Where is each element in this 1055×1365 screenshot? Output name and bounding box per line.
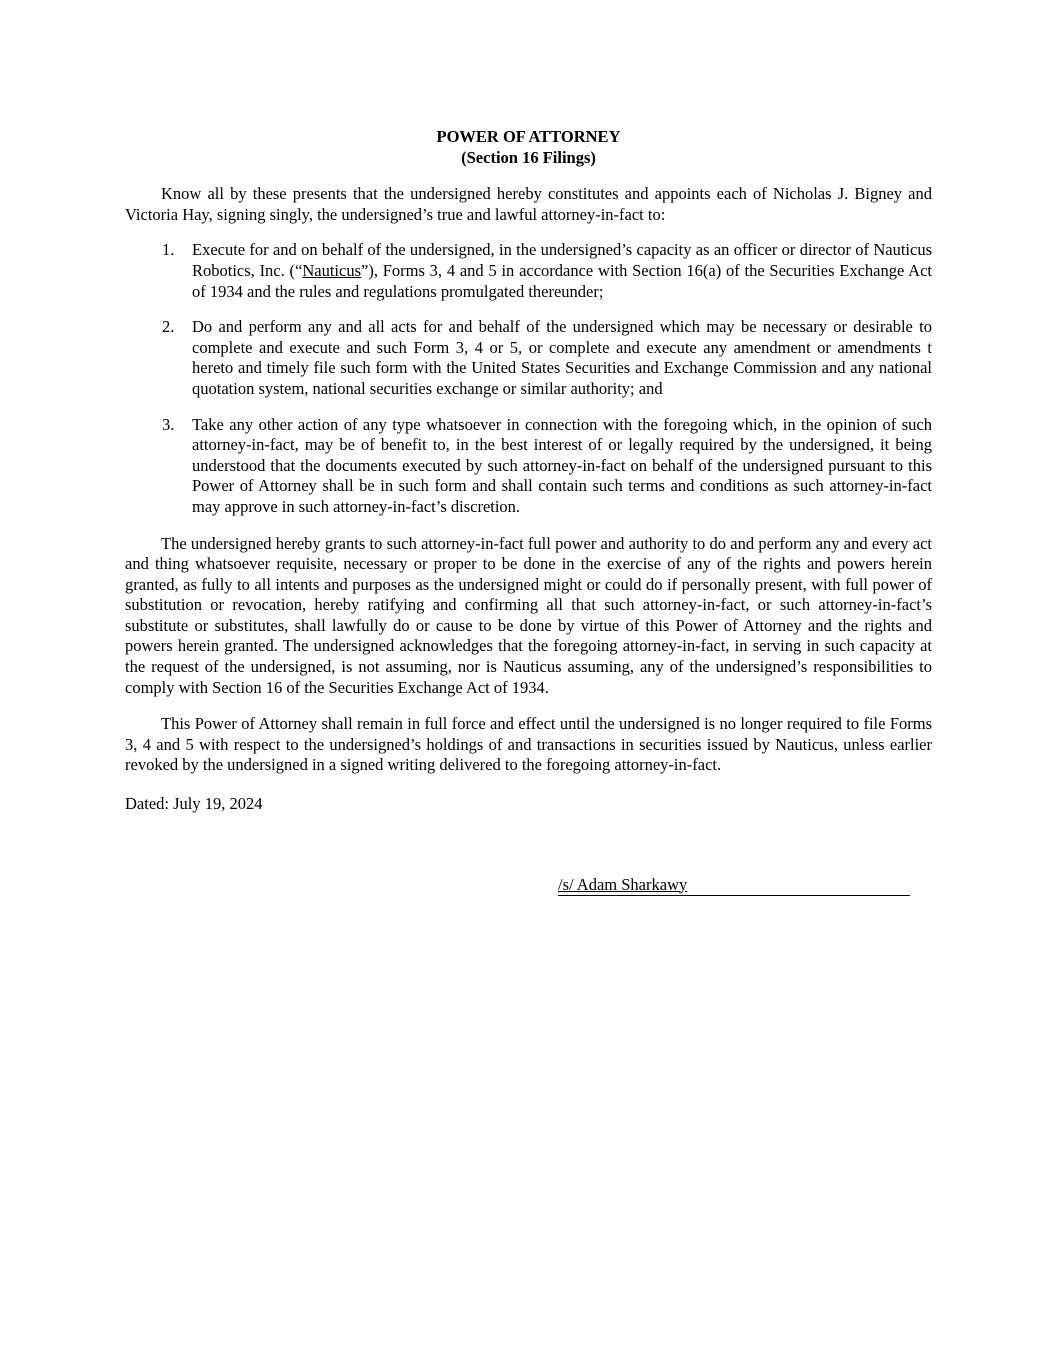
signature-block (558, 875, 932, 897)
poa-numbered-list (125, 240, 932, 517)
list-item-3-text: Take any other action of any type whatsoever in connection with the foregoing which, in the opinion of such attorney-in-fact, may be of benefit to, in the best interest of or legally required by the undersigned, it being understood that the documents executed by such attorney-in-fact on behalf of the undersigned pursuant to this Power of Attorney shall be in such form and shall contain such terms and conditions as such attorney-in-fact may approve in such attorney-in-fact’s discretion. (192, 414, 932, 516)
grant-paragraph: The undersigned hereby grants to such attorney-in-fact full power and authority to do and perform any and every act and thing whatsoever requisite, necessary or proper to be done in the exercise of any of the rights and powers herein granted, as fully to all intents and purposes as the undersigned might or could do if personally present, with full power of substitution or revocation, hereby ratifying and confirming all that such attorney-in-fact, or such attorney-in-fact’s substitute or substitutes, shall lawfully do or cause to be done by virtue of this Power of Attorney and the rights and powers herein granted. The undersigned acknowledges that the foregoing attorney-in-fact, in serving in such capacity at the request of the undersigned, is not assuming, nor is Nauticus assuming, any of the undersigned’s responsibilities to comply with Section 16 of the Securities Exchange Act of 1934. (125, 533, 932, 697)
signature-text: /s/ Adam Sharkawy (558, 874, 688, 894)
signature-line (558, 875, 910, 897)
document-title: POWER OF ATTORNEY (436, 127, 621, 146)
list-item-3 (125, 415, 932, 518)
list-item-1-text-after: ”), Forms 3, 4 and 5 in accordance with Section 16(a) of the Securities Exchange Act of 1934 and the rules and regulations promulgated thereunder; (192, 260, 932, 301)
list-item-2 (125, 317, 932, 399)
list-item-2-text: Do and perform any and all acts for and behalf of the undersigned which may be necessary or desirable to complete and execute and such Form 3, 4 or 5, or complete and execute any amendment or amendments t hereto and timely file such form with the United States Securities and Exchange Commission and any national quotation system, national securities exchange or similar authority; and (192, 317, 932, 398)
list-item-1 (125, 240, 932, 302)
document-subtitle: (Section 16 Filings) (461, 147, 596, 167)
list-item-1-text-before: Execute for and on behalf of the undersigned, in the undersigned’s capacity as an officer or director of Nauticus Robotics, Inc. (“ (192, 240, 932, 280)
dated-line: Dated: July 19, 2024 (125, 794, 263, 814)
duration-paragraph: This Power of Attorney shall remain in full force and effect until the undersigned is no longer required to file Forms 3, 4 and 5 with respect to the undersigned’s holdings of and transactions in securities issued by Nauticus, unless earlier revoked by the undersigned in a signed writing delivered to the foregoing attorney-in-fact. (125, 714, 932, 775)
list-item-2-number: 2. (162, 317, 175, 337)
list-item-3-number: 3. (162, 414, 175, 434)
intro-paragraph: Know all by these presents that the undersigned hereby constitutes and appoints each of Nicholas J. Bigney and Victoria Hay, signing singly, the undersigned’s true and lawful attorney-in-fact to: (125, 184, 932, 224)
list-item-1-number: 1. (162, 240, 175, 260)
nauticus-defined-term: Nauticus (302, 260, 362, 280)
